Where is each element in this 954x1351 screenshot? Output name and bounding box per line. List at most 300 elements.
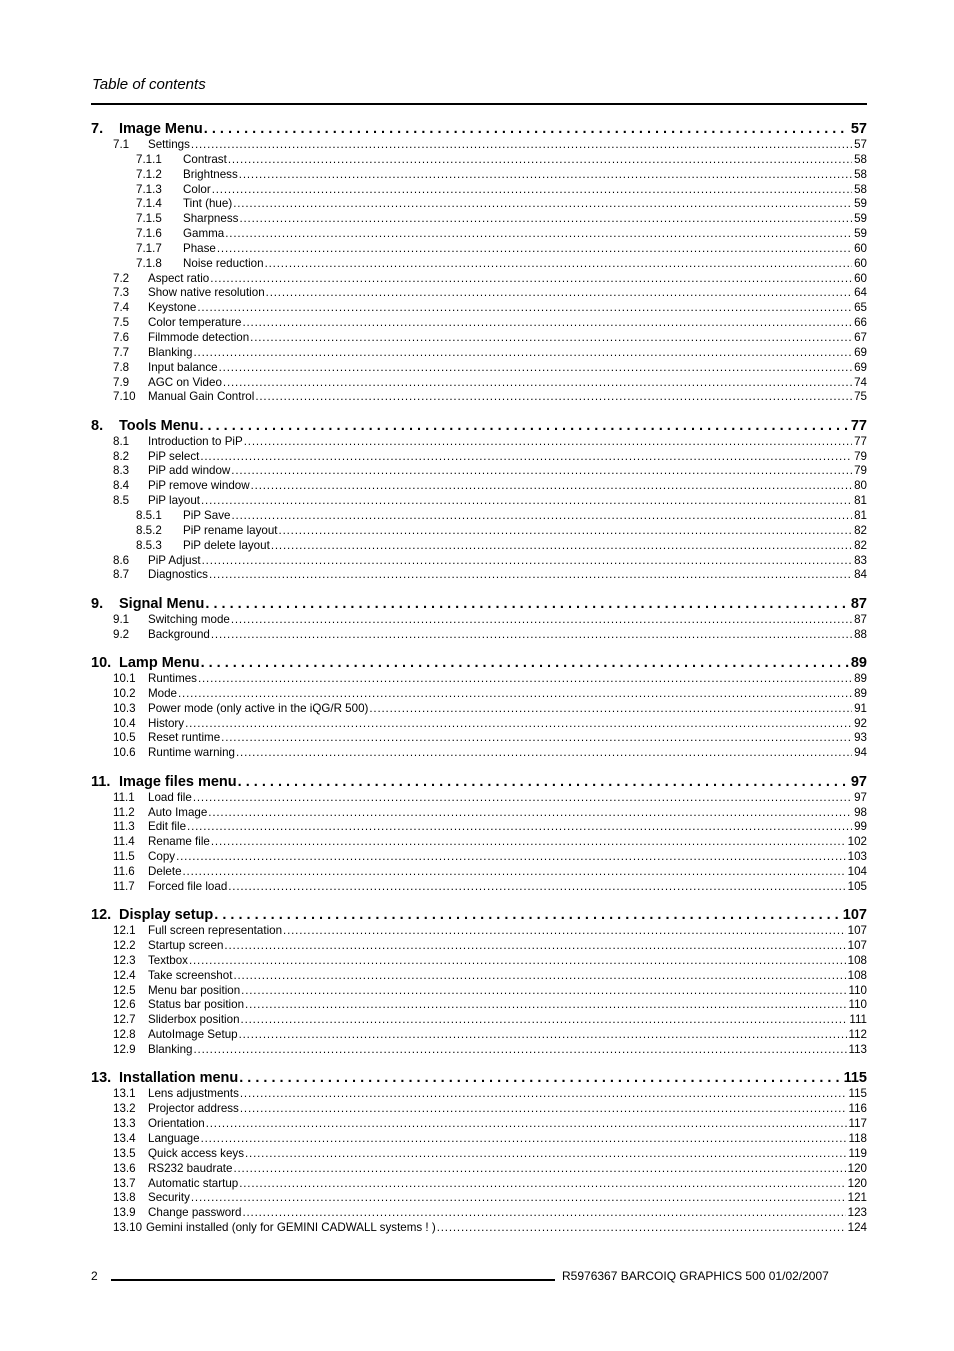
toc-entry-page: 79 <box>854 464 867 478</box>
toc-entry-title: Background <box>148 627 210 641</box>
toc-entry-page: 83 <box>854 553 867 567</box>
toc-section-row[interactable] <box>91 301 867 316</box>
toc-section-row[interactable] <box>91 390 867 405</box>
dot-leader <box>239 1070 841 1087</box>
toc-entry-number: 11.6 <box>113 864 135 878</box>
toc-entry-title: Brightness <box>183 167 238 181</box>
toc-entry-title: Security <box>148 1191 190 1205</box>
dot-leader <box>208 806 852 821</box>
toc-entry-page: 57 <box>850 121 867 137</box>
toc-entry-number: 11.7 <box>113 879 135 893</box>
toc-entry-number: 13. <box>91 1070 112 1087</box>
dot-leader <box>239 168 852 183</box>
toc-section-row[interactable] <box>91 717 867 732</box>
toc-section-row[interactable] <box>91 346 867 361</box>
toc-entry-page: 111 <box>849 1013 867 1027</box>
toc-entry-number: 9.1 <box>113 612 130 626</box>
toc-section-row[interactable] <box>91 138 867 153</box>
toc-entry-page: 81 <box>854 509 867 522</box>
toc-entry-number: 7.1.7 <box>136 241 162 255</box>
toc-entry-page: 107 <box>847 939 867 953</box>
dot-leader <box>193 791 852 806</box>
toc-entry-title: Menu bar position <box>148 983 241 997</box>
toc-entry-title: Sliderbox position <box>148 1013 240 1027</box>
dot-leader <box>201 655 849 672</box>
dot-leader <box>242 1206 845 1221</box>
toc-entry-page: 79 <box>854 449 867 463</box>
toc-entry-number: 12.7 <box>113 1013 136 1027</box>
toc-entry-title: Aspect ratio <box>148 271 210 285</box>
toc-entry-page: 82 <box>854 538 867 552</box>
toc-section-row[interactable] <box>91 361 867 376</box>
toc-section-row[interactable] <box>91 272 867 287</box>
toc-entry-number: 7.1.4 <box>136 197 162 211</box>
footer-document-info: R5976367 BARCOIQ GRAPHICS 500 01/02/2007 <box>562 1269 829 1283</box>
toc-entry-page: 58 <box>854 182 867 196</box>
dot-leader <box>191 1191 846 1206</box>
toc-entry-title: Introduction to PiP <box>148 434 243 448</box>
toc-entry-page: 97 <box>854 790 867 804</box>
toc-entry-title: PiP Save <box>183 509 231 522</box>
toc-entry-page: 121 <box>847 1191 867 1205</box>
toc-entry-number: 8.2 <box>113 449 130 463</box>
toc-entry-page: 65 <box>854 301 867 315</box>
toc-section-row[interactable] <box>91 954 867 969</box>
toc-entry-title: PiP select <box>148 449 200 463</box>
dot-leader <box>193 346 852 361</box>
toc-entry-page: 74 <box>854 375 867 389</box>
dot-leader <box>233 197 852 212</box>
dot-leader <box>176 850 846 865</box>
toc-entry-number: 7.10 <box>113 390 136 404</box>
toc-section-row[interactable] <box>91 554 867 569</box>
toc-entry-title: Status bar position <box>148 998 245 1012</box>
dot-leader <box>191 138 852 153</box>
dot-leader <box>189 954 846 969</box>
toc-entry-title: Startup screen <box>148 939 224 953</box>
toc-entry-title: Image files menu <box>119 773 237 790</box>
header-divider <box>91 103 867 105</box>
toc-section-row[interactable] <box>91 850 867 865</box>
toc-section-row[interactable] <box>91 1117 867 1132</box>
toc-section-row[interactable] <box>91 672 867 687</box>
toc-entry-number: 8.1 <box>113 434 130 448</box>
toc-entry-page: 69 <box>854 345 867 359</box>
toc-entry-page: 118 <box>848 1131 867 1145</box>
toc-entry-page: 107 <box>842 907 867 924</box>
toc-entry-title: AutoImage Setup <box>148 1028 238 1042</box>
toc-entry-number: 13.6 <box>113 1161 136 1175</box>
dot-leader <box>231 464 852 479</box>
dot-leader <box>283 924 846 939</box>
toc-entry-number: 11.1 <box>113 790 135 804</box>
toc-entry-title: Projector address <box>148 1102 239 1116</box>
toc-entry-title: Signal Menu <box>119 595 205 612</box>
toc-entry-number: 10.6 <box>113 746 136 760</box>
toc-entry-title: Phase <box>183 241 216 255</box>
dot-leader <box>242 316 852 331</box>
dot-leader <box>187 820 852 835</box>
toc-section-row[interactable] <box>91 628 867 643</box>
toc-entry-number: 12.5 <box>113 983 136 997</box>
toc-section-row[interactable] <box>91 1191 867 1206</box>
toc-entry-page: 91 <box>854 701 867 715</box>
toc-subsection-row[interactable] <box>91 197 867 212</box>
toc-entry-number: 7.3 <box>113 286 130 300</box>
toc-entry-number: 12.3 <box>113 953 136 967</box>
toc-section-row[interactable] <box>91 1147 867 1162</box>
toc-entry-title: Gemini installed (only for GEMINI CADWALL systems ! ) <box>146 1221 436 1235</box>
toc-entry-page: 89 <box>850 655 867 672</box>
toc-entry-title: AGC on Video <box>148 375 222 389</box>
dot-leader <box>217 242 852 257</box>
toc-entry-title: Blanking <box>148 345 193 359</box>
toc-entry-title: RS232 baudrate <box>148 1161 233 1175</box>
toc-entry-page: 60 <box>854 271 867 285</box>
dot-leader <box>200 450 852 465</box>
dot-leader <box>241 984 846 999</box>
toc-entry-page: 108 <box>847 953 867 967</box>
toc-entry-number: 12.8 <box>113 1028 136 1042</box>
toc-entry-title: PiP Adjust <box>148 553 201 567</box>
toc-entry-number: 13.1 <box>113 1087 136 1101</box>
toc-subsection-row[interactable] <box>91 257 867 272</box>
toc-section-row[interactable] <box>91 286 867 301</box>
dot-leader <box>209 568 852 583</box>
toc-entry-page: 93 <box>854 731 867 745</box>
toc-entry-number: 13.3 <box>113 1117 136 1131</box>
toc-entry-title: Settings <box>148 138 190 151</box>
toc-entry-number: 12.2 <box>113 939 136 953</box>
toc-entry-number: 8.4 <box>113 479 130 493</box>
toc-entry-number: 7.4 <box>113 301 130 315</box>
toc-entry-page: 75 <box>854 390 867 404</box>
toc-entry-page: 115 <box>848 1087 867 1101</box>
dot-leader <box>197 301 852 316</box>
toc-entry-page: 112 <box>848 1028 867 1042</box>
toc-entry-number: 7.1.6 <box>136 227 162 241</box>
toc-entry-title: Show native resolution <box>148 286 265 300</box>
toc-chapter-row[interactable] <box>91 907 867 924</box>
toc-entry-page: 64 <box>854 286 867 300</box>
toc-section-row[interactable] <box>91 1221 867 1236</box>
toc-entry-title: Language <box>148 1131 200 1145</box>
toc-chapter-block <box>91 121 867 405</box>
toc-section-row[interactable] <box>91 1162 867 1177</box>
toc-section-row[interactable] <box>91 1177 867 1192</box>
toc-entry-number: 10. <box>91 655 112 672</box>
toc-section-row[interactable] <box>91 880 867 895</box>
toc-section-row[interactable] <box>91 494 867 509</box>
toc-entry-page: 59 <box>854 227 867 241</box>
toc-entry-number: 13.8 <box>113 1191 136 1205</box>
toc-entry-page: 108 <box>847 968 867 982</box>
toc-entry-page: 81 <box>854 494 867 508</box>
toc-subsection-row[interactable] <box>91 212 867 227</box>
dot-leader <box>245 1147 847 1162</box>
toc-entry-number: 9.2 <box>113 627 130 641</box>
dot-leader <box>183 865 846 880</box>
dot-leader <box>219 361 852 376</box>
toc-entry-number: 7.1.2 <box>136 167 162 181</box>
toc-entry-title: Runtime warning <box>148 746 235 760</box>
toc-entry-number: 13.10 <box>113 1221 143 1235</box>
dot-leader <box>198 672 852 687</box>
toc-chapter-block <box>91 907 867 1058</box>
toc-chapter-block <box>91 596 867 643</box>
toc-entry-page: 115 <box>843 1070 867 1087</box>
toc-section-row[interactable] <box>91 1206 867 1221</box>
toc-section-row[interactable] <box>91 939 867 954</box>
toc-entry-number: 9. <box>91 595 104 612</box>
dot-leader <box>271 539 852 554</box>
toc-entry-title: Runtimes <box>148 672 197 686</box>
toc-subsection-row[interactable] <box>91 183 867 198</box>
toc-entry-number: 11.2 <box>113 805 135 819</box>
dot-leader <box>178 687 852 702</box>
toc-section-row[interactable] <box>91 331 867 346</box>
toc-entry-title: Delete <box>148 864 182 878</box>
toc-entry-number: 12.4 <box>113 968 136 982</box>
toc-chapter-block <box>91 774 867 895</box>
dot-leader <box>251 479 852 494</box>
toc-section-row[interactable] <box>91 865 867 880</box>
toc-subsection-row[interactable] <box>91 168 867 183</box>
toc-section-row[interactable] <box>91 1102 867 1117</box>
dot-leader <box>241 1013 848 1028</box>
toc-entry-title: Full screen representation <box>148 924 283 938</box>
dot-leader <box>212 183 852 198</box>
toc-entry-number: 7.9 <box>113 375 130 389</box>
toc-entry-page: 105 <box>847 879 867 893</box>
toc-entry-number: 10.3 <box>113 701 136 715</box>
toc-subsection-row[interactable] <box>91 227 867 242</box>
toc-entry-number: 7.6 <box>113 330 130 344</box>
toc-entry-number: 8.5 <box>113 494 130 508</box>
dot-leader <box>201 1132 847 1147</box>
toc-entry-page: 58 <box>854 167 867 181</box>
table-of-contents <box>91 121 867 1248</box>
toc-section-row[interactable] <box>91 702 867 717</box>
toc-entry-page: 103 <box>847 850 867 864</box>
toc-entry-page: 98 <box>854 805 867 819</box>
dot-leader <box>204 121 849 138</box>
toc-entry-page: 110 <box>848 998 867 1012</box>
toc-entry-title: Blanking <box>148 1043 193 1056</box>
footer-divider <box>111 1279 555 1281</box>
toc-entry-number: 7.1.3 <box>136 182 162 196</box>
toc-entry-title: Keystone <box>148 301 197 315</box>
toc-entry-page: 87 <box>854 612 867 626</box>
toc-entry-title: Sharpness <box>183 212 239 226</box>
toc-entry-page: 59 <box>854 197 867 211</box>
toc-section-row[interactable] <box>91 1028 867 1043</box>
toc-entry-number: 11.4 <box>113 835 135 849</box>
toc-section-row[interactable] <box>91 806 867 821</box>
toc-chapter-row[interactable] <box>91 121 867 138</box>
toc-chapter-row[interactable] <box>91 774 867 791</box>
toc-entry-page: 77 <box>850 417 867 434</box>
toc-entry-title: PiP delete layout <box>183 538 270 552</box>
toc-chapter-row[interactable] <box>91 418 867 435</box>
toc-entry-title: PiP rename layout <box>183 523 278 537</box>
dot-leader <box>201 494 852 509</box>
toc-entry-title: Gamma <box>183 227 225 241</box>
toc-entry-number: 10.2 <box>113 686 136 700</box>
toc-entry-number: 7. <box>91 121 104 137</box>
toc-section-row[interactable] <box>91 1087 867 1102</box>
toc-entry-title: History <box>148 716 185 730</box>
toc-subsection-row[interactable] <box>91 153 867 168</box>
toc-entry-title: PiP layout <box>148 494 200 508</box>
toc-entry-page: 77 <box>854 434 867 448</box>
toc-entry-title: Image Menu <box>119 121 203 137</box>
toc-entry-title: Orientation <box>148 1117 205 1131</box>
toc-entry-number: 12. <box>91 907 112 924</box>
dot-leader <box>437 1221 846 1236</box>
dot-leader <box>239 1028 847 1043</box>
toc-chapter-block <box>91 418 867 583</box>
dot-leader <box>279 524 853 539</box>
toc-entry-title: Edit file <box>148 820 187 834</box>
toc-entry-number: 13.4 <box>113 1131 136 1145</box>
dot-leader <box>193 1043 846 1058</box>
dot-leader <box>231 509 852 524</box>
dot-leader <box>236 746 852 761</box>
dot-leader <box>205 596 848 613</box>
dot-leader <box>240 1087 847 1102</box>
toc-entry-title: Load file <box>148 790 192 804</box>
toc-section-row[interactable] <box>91 435 867 450</box>
toc-entry-page: 110 <box>848 983 867 997</box>
toc-entry-page: 92 <box>854 716 867 730</box>
dot-leader <box>206 1117 847 1132</box>
toc-entry-number: 8.6 <box>113 553 130 567</box>
toc-entry-number: 12.9 <box>113 1043 136 1056</box>
toc-subsection-row[interactable] <box>91 242 867 257</box>
dot-leader <box>239 1177 845 1192</box>
toc-section-row[interactable] <box>91 791 867 806</box>
dot-leader <box>233 969 845 984</box>
dot-leader <box>224 939 845 954</box>
footer-page-number: 2 <box>91 1269 98 1283</box>
toc-entry-page: 107 <box>847 924 867 938</box>
toc-section-row[interactable] <box>91 479 867 494</box>
toc-entry-title: PiP add window <box>148 464 231 478</box>
toc-entry-page: 80 <box>854 479 867 493</box>
toc-entry-number: 7.5 <box>113 316 130 330</box>
dot-leader <box>245 998 846 1013</box>
toc-subsection-row[interactable] <box>91 539 867 554</box>
toc-entry-number: 7.1.5 <box>136 212 162 226</box>
toc-entry-title: Textbox <box>148 953 188 967</box>
toc-section-row[interactable] <box>91 450 867 465</box>
toc-section-row[interactable] <box>91 731 867 746</box>
dot-leader <box>211 628 852 643</box>
toc-section-row[interactable] <box>91 376 867 391</box>
toc-entry-page: 67 <box>854 330 867 344</box>
toc-entry-page: 117 <box>848 1117 867 1131</box>
toc-entry-number: 13.2 <box>113 1102 136 1116</box>
toc-section-row[interactable] <box>91 316 867 331</box>
toc-entry-title: Forced file load <box>148 879 228 893</box>
dot-leader <box>228 880 845 895</box>
toc-entry-title: Filmmode detection <box>148 330 250 344</box>
toc-entry-title: Take screenshot <box>148 968 233 982</box>
toc-entry-page: 123 <box>847 1206 867 1220</box>
toc-entry-number: 8.5.2 <box>136 523 162 537</box>
toc-chapter-row[interactable] <box>91 1070 867 1087</box>
toc-section-row[interactable] <box>91 613 867 628</box>
toc-section-row[interactable] <box>91 924 867 939</box>
toc-entry-number: 11.5 <box>113 850 135 864</box>
dot-leader <box>265 257 853 272</box>
dot-leader <box>223 376 852 391</box>
toc-subsection-row[interactable] <box>91 524 867 539</box>
dot-leader <box>199 418 848 435</box>
dot-leader <box>233 1162 845 1177</box>
toc-entry-title: Quick access keys <box>148 1146 244 1160</box>
dot-leader <box>231 613 852 628</box>
toc-entry-number: 7.7 <box>113 345 130 359</box>
toc-section-row[interactable] <box>91 1013 867 1028</box>
toc-entry-page: 116 <box>848 1102 867 1116</box>
toc-entry-number: 13.7 <box>113 1176 136 1190</box>
toc-entry-number: 8.5.3 <box>136 538 162 552</box>
dot-leader <box>255 390 852 405</box>
dot-leader <box>202 554 852 569</box>
toc-entry-number: 11.3 <box>113 820 135 834</box>
dot-leader <box>238 774 849 791</box>
toc-section-row[interactable] <box>91 687 867 702</box>
toc-section-row[interactable] <box>91 820 867 835</box>
toc-section-row[interactable] <box>91 1132 867 1147</box>
toc-entry-number: 12.6 <box>113 998 136 1012</box>
toc-entry-title: Tint (hue) <box>183 197 233 211</box>
toc-entry-page: 120 <box>847 1161 867 1175</box>
toc-subsection-row[interactable] <box>91 509 867 524</box>
toc-section-row[interactable] <box>91 998 867 1013</box>
toc-chapter-row[interactable] <box>91 655 867 672</box>
toc-chapter-row[interactable] <box>91 596 867 613</box>
toc-entry-page: 59 <box>854 212 867 226</box>
toc-entry-page: 124 <box>847 1221 867 1235</box>
toc-section-row[interactable] <box>91 984 867 999</box>
toc-entry-number: 10.1 <box>113 672 136 686</box>
toc-entry-title: Copy <box>148 850 176 864</box>
toc-section-row[interactable] <box>91 464 867 479</box>
toc-entry-title: Manual Gain Control <box>148 390 255 404</box>
toc-section-row[interactable] <box>91 568 867 583</box>
toc-entry-number: 8.7 <box>113 568 130 582</box>
toc-entry-title: Switching mode <box>148 612 230 626</box>
toc-entry-page: 57 <box>854 138 867 151</box>
toc-entry-number: 10.5 <box>113 731 136 745</box>
toc-section-row[interactable] <box>91 969 867 984</box>
toc-section-row[interactable] <box>91 746 867 761</box>
toc-entry-page: 120 <box>847 1176 867 1190</box>
toc-section-row[interactable] <box>91 1043 867 1058</box>
toc-entry-page: 94 <box>854 746 867 760</box>
toc-entry-page: 89 <box>854 672 867 686</box>
toc-section-row[interactable] <box>91 835 867 850</box>
toc-entry-title: Change password <box>148 1206 242 1220</box>
toc-entry-page: 119 <box>848 1146 867 1160</box>
toc-entry-page: 89 <box>854 686 867 700</box>
toc-entry-page: 99 <box>854 820 867 834</box>
toc-entry-number: 8.5.1 <box>136 509 162 522</box>
toc-entry-page: 60 <box>854 241 867 255</box>
